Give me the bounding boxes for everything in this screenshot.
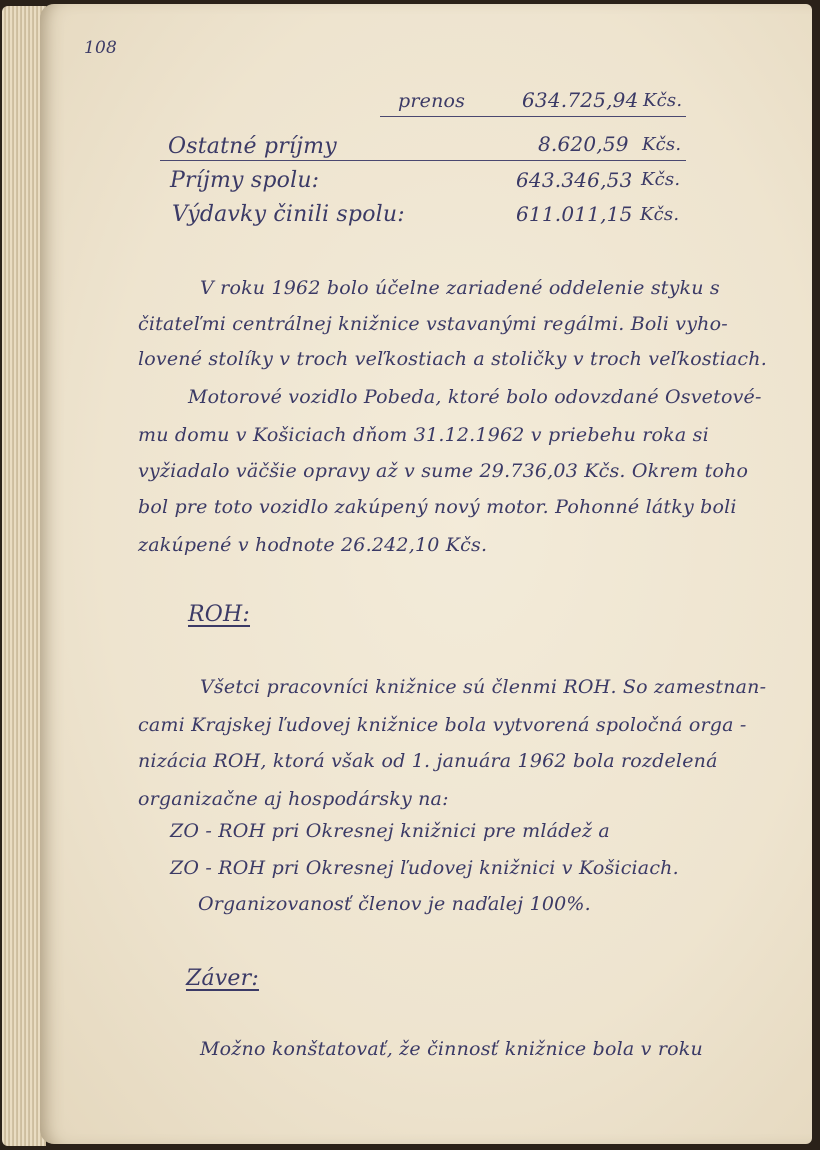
section-heading-zaver: Záver: bbox=[186, 966, 259, 991]
page-number: 108 bbox=[84, 38, 118, 58]
text-line: Organizovanosť členov je naďalej 100%. bbox=[198, 893, 591, 915]
summary-label: Príjmy spolu: bbox=[170, 168, 320, 193]
summary-unit: Kčs. bbox=[642, 134, 682, 155]
text-line: nizácia ROH, ktorá však od 1. januára 1962 bola rozdelená bbox=[138, 750, 718, 772]
text-line: zakúpené v hodnote 26.242,10 Kčs. bbox=[138, 534, 488, 556]
summary-label: Ostatné príjmy bbox=[168, 134, 337, 159]
summary-unit: Kčs. bbox=[641, 169, 681, 190]
text-line: ZO - ROH pri Okresnej knižnici pre mládež a bbox=[170, 820, 610, 842]
text-line: čitateľmi centrálnej knižnice vstavanými regálmi. Boli vyho- bbox=[138, 313, 728, 335]
summary-unit: Kčs. bbox=[640, 204, 680, 225]
text-line: cami Krajskej ľudovej knižnice bola vytvorená spoločná orga - bbox=[138, 714, 747, 736]
carry-value: 634.725,94 bbox=[522, 88, 639, 112]
summary-label: Výdavky činili spolu: bbox=[172, 202, 405, 227]
summary-value: 643.346,53 bbox=[516, 168, 633, 192]
carry-unit: Kčs. bbox=[643, 90, 683, 111]
text-line: Motorové vozidlo Pobeda, ktoré bolo odovzdané Osvetové- bbox=[188, 386, 762, 408]
text-line: Možno konštatovať, že činnosť knižnice bola v roku bbox=[200, 1038, 703, 1060]
text-line: V roku 1962 bolo účelne zariadené oddelenie styku s bbox=[200, 277, 720, 299]
rule-line bbox=[380, 116, 686, 117]
text-line: organizačne aj hospodársky na: bbox=[138, 788, 449, 810]
text-line: lovené stolíky v troch veľkostiach a stoličky v troch veľkostiach. bbox=[138, 348, 767, 370]
text-line: vyžiadalo väčšie opravy až v sume 29.736,03 Kčs. Okrem toho bbox=[138, 460, 749, 482]
text-line: ZO - ROH pri Okresnej ľudovej knižnici v Košiciach. bbox=[170, 857, 679, 879]
summary-value: 611.011,15 bbox=[516, 202, 633, 226]
text-line: bol pre toto vozidlo zakúpený nový motor. Pohonné látky boli bbox=[138, 496, 737, 518]
rule-line bbox=[160, 160, 686, 161]
text-line: mu domu v Košiciach dňom 31.12.1962 v priebehu roka si bbox=[138, 424, 709, 446]
text-line: Všetci pracovníci knižnice sú členmi ROH. So zamestnan- bbox=[200, 676, 767, 698]
carry-label: prenos bbox=[398, 90, 466, 112]
ledger-page bbox=[40, 4, 812, 1144]
summary-value: 8.620,59 bbox=[538, 132, 629, 156]
section-heading-roh: ROH: bbox=[188, 602, 250, 627]
